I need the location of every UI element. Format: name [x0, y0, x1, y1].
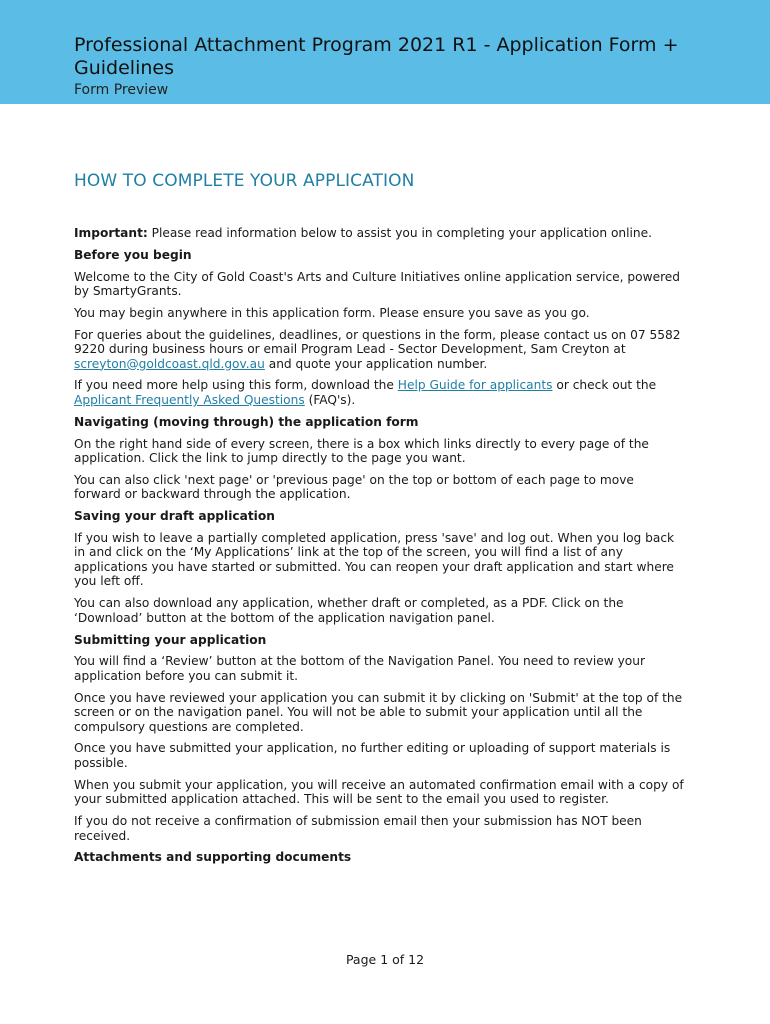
- important-note: [74, 226, 684, 241]
- faq-link[interactable]: Applicant Frequently Asked Questions: [74, 392, 305, 407]
- help-guide-link[interactable]: Help Guide for applicants: [397, 378, 553, 393]
- page-subtitle: Form Preview: [74, 82, 169, 98]
- page-header: [0, 0, 770, 104]
- help-paragraph: [74, 378, 684, 407]
- heading-submitting: Submitting your application: [74, 632, 267, 647]
- queries-paragraph: [74, 328, 684, 372]
- heading-navigating: Navigating (moving through) the application form: [74, 414, 419, 429]
- heading-saving-draft: Saving your draft application: [74, 509, 275, 524]
- saving-paragraph-2: You can also download any application, whether draft or completed, as a PDF. Click on the ‘Download’ button at the bottom of the application navigation panel.: [74, 596, 624, 625]
- section-title: HOW TO COMPLETE YOUR APPLICATION: [74, 171, 415, 191]
- important-text: Please read information below to assist you in completing your application online.: [147, 226, 653, 240]
- help-text-1: If you need more help using this form, download the: [74, 378, 398, 393]
- saving-paragraph-1: If you wish to leave a partially completed application, press 'save' and log out. When you log back in and click on the ‘My Applications’ link at the top of the screen, you will find a list of any applications you have started or submitted. You can reopen your draft application and start where you left off.: [74, 530, 675, 589]
- heading-before-you-begin: Before you begin: [74, 247, 192, 262]
- contact-email-link[interactable]: screyton@goldcoast.qld.gov.au: [74, 356, 265, 371]
- queries-text-1: For queries about the guidelines, deadlines, or questions in the form, please contact us on 07 5582 9220 during business hours or email Program Lead - Sector Development, Sam Creyton at: [74, 327, 681, 357]
- main-content: [74, 170, 684, 872]
- page-title: Professional Attachment Program 2021 R1 - Application Form + Guidelines: [74, 34, 679, 79]
- submitting-paragraph-4: When you submit your application, you will receive an automated confirmation email with a copy of your submitted application attached. This will be sent to the email you used to register.: [74, 777, 684, 807]
- heading-attachments: Attachments and supporting documents: [74, 850, 352, 865]
- submitting-paragraph-2: Once you have reviewed your application you can submit it by clicking on 'Submit' at the top of the screen or on the navigation panel. You will not be able to submit your application until all the compulsory questions are completed.: [74, 690, 683, 734]
- save-as-you-go-paragraph: You may begin anywhere in this application form. Please ensure you save as you go.: [74, 305, 590, 320]
- help-text-3: (FAQ's).: [304, 392, 356, 407]
- queries-text-2: and quote your application number.: [264, 356, 488, 371]
- submitting-paragraph-3: Once you have submitted your application, no further editing or uploading of support materials is possible.: [74, 741, 671, 770]
- navigating-paragraph-2: You can also click 'next page' or 'previous page' on the top or bottom of each page to move forward or backward through the application.: [74, 472, 634, 502]
- help-text-2: or check out the: [552, 378, 657, 393]
- submitting-paragraph-1: You will find a ‘Review’ button at the bottom of the Navigation Panel. You need to review your application before you can submit it.: [74, 654, 645, 683]
- submitting-paragraph-5: If you do not receive a confirmation of submission email then your submission has NOT been received.: [74, 814, 642, 843]
- page-number: Page 1 of 12: [345, 952, 425, 967]
- important-label: Important:: [74, 226, 148, 240]
- navigating-paragraph-1: On the right hand side of every screen, there is a box which links directly to every page of the application. Click the link to jump directly to the page you want.: [74, 436, 649, 466]
- welcome-paragraph: Welcome to the City of Gold Coast's Arts and Culture Initiatives online application service, powered by SmartyGrants.: [74, 269, 681, 299]
